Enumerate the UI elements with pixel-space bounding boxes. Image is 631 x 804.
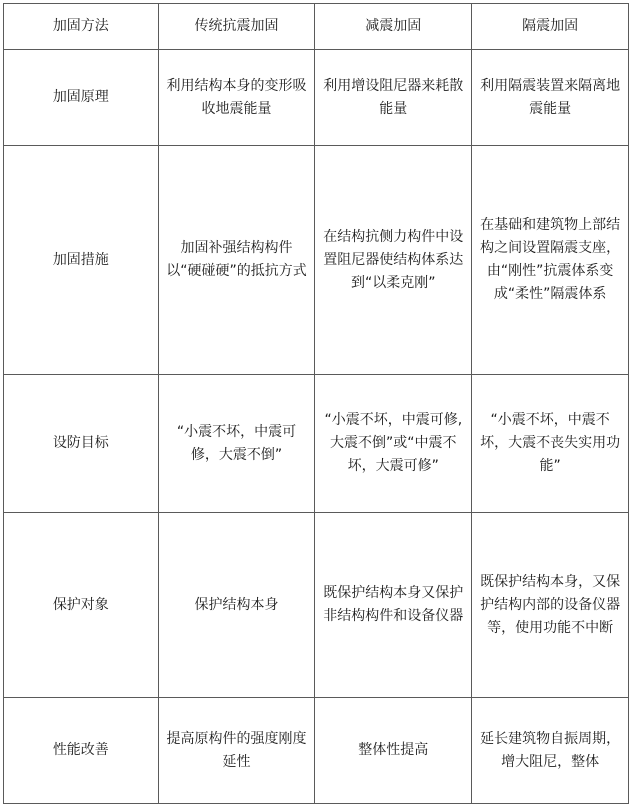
header-traditional: 传统抗震加固 — [158, 4, 315, 50]
table-cell: 提高原构件的强度刚度延性 — [158, 698, 315, 804]
table-cell: 整体性提高 — [315, 698, 472, 804]
table-header-row — [4, 4, 629, 50]
row-label: 设防目标 — [4, 375, 159, 513]
header-isolation: 隔震加固 — [472, 4, 629, 50]
table-row — [4, 50, 629, 146]
table-cell: 在基础和建筑物上部结构之间设置隔震支座，由“刚性”抗震体系变成“柔性”隔震体系 — [472, 146, 629, 375]
table-row — [4, 513, 629, 698]
table-cell: 利用增设阻尼器来耗散能量 — [315, 50, 472, 146]
table-cell: 既保护结构本身，又保护结构内部的设备仪器等，使用功能不中断 — [472, 513, 629, 698]
row-label: 性能改善 — [4, 698, 159, 804]
table-cell: 延长建筑物自振周期，增大阻尼，整体 — [472, 698, 629, 804]
header-damping: 减震加固 — [315, 4, 472, 50]
comparison-table — [3, 3, 629, 804]
table-cell: 加固补强结构构件以“硬碰硬”的抵抗方式 — [158, 146, 315, 375]
table-row — [4, 698, 629, 804]
table-cell: 既保护结构本身又保护非结构构件和设备仪器 — [315, 513, 472, 698]
row-label: 保护对象 — [4, 513, 159, 698]
table-cell: “小震不坏，中震可修，大震不倒” — [158, 375, 315, 513]
row-label: 加固原理 — [4, 50, 159, 146]
table-row — [4, 146, 629, 375]
table-cell: 保护结构本身 — [158, 513, 315, 698]
table-cell: “小震不坏，中震可修,大震不倒”或“中震不坏，大震可修” — [315, 375, 472, 513]
row-label: 加固措施 — [4, 146, 159, 375]
table-cell: 利用隔震装置来隔离地震能量 — [472, 50, 629, 146]
table-row — [4, 375, 629, 513]
table-cell: “小震不坏，中震不坏，大震不丧失实用功能” — [472, 375, 629, 513]
table-cell: 利用结构本身的变形吸收地震能量 — [158, 50, 315, 146]
header-method: 加固方法 — [4, 4, 159, 50]
table-cell: 在结构抗侧力构件中设置阻尼器使结构体系达到“以柔克刚” — [315, 146, 472, 375]
